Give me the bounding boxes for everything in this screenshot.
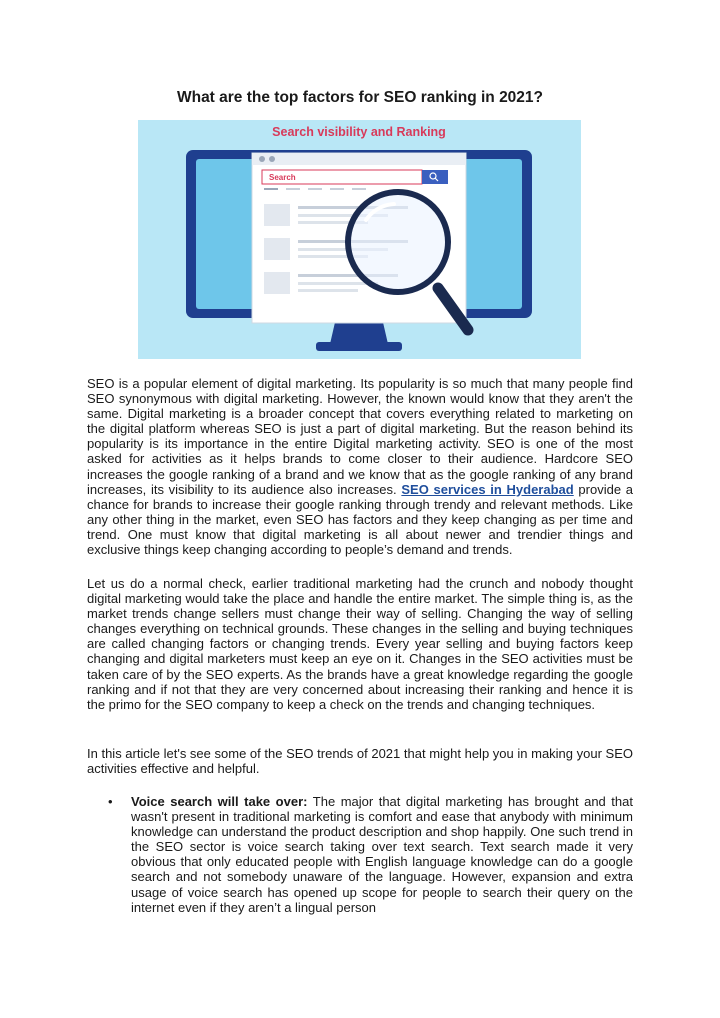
bullet-marker: • [108,794,113,809]
page-title: What are the top factors for SEO ranking in 2021? [176,89,544,106]
monitor-base [316,342,402,351]
seo-services-link[interactable]: SEO services in Hyderabad [401,481,574,497]
result-thumb [264,272,290,294]
bullet-heading: Voice search will take over: [131,794,308,809]
browser-dot-icon [259,156,265,162]
result-thumb [264,238,290,260]
bullet-body: The major that digital marketing has brought and that wasn't present in traditional marketing is comfort and ease that anybody with minimum knowledge can understand the product description and shop happily. One such trend in the SEO sector is voice search taking over text search. Text search made it very obvious that only educated people with English language knowledge can do a google search and not somebody unaware of the language. However, expansion and extra usage of voice search has opened up scope for people to search their query on the internet even if they aren’t a lingual person [131,794,633,915]
search-label: Search [269,173,296,182]
search-button [422,170,448,184]
hero-banner-text: Search visibility and Ranking [272,125,446,139]
intro-paragraph: SEO is a popular element of digital marketing. Its popularity is so much that many people find SEO synonymous with digital marketing. However, the known would know that they aren't the same. Digital marketing is a broader concept that covers everything related to marketing on the digital platform whereas SEO is just a part of digital marketing. But the reason behind its popularity is its importance in the entire Digital marketing activity. SEO is one of the most asked for activities as it helps brands to come closer to their audience. Hardcore SEO increases the google ranking of a brand and we know that as the google ranking of any brand increases, its visibility to its audience also increases. SEO services in Hyderabad provide a chance for brands to increase their google ranking through trendy and relevant methods. Like any other thing in the market, even SEO has factors and they keep changing as per time and trend. One must know that digital marketing is all about newer and trendier things and exclusive things keep changing according to people’s demand and trends. [87,376,633,558]
body-paragraph-3: In this article let's see some of the SEO trends of 2021 that might help you in making your SEO activities effective and helpful. [87,746,633,777]
hero-illustration [138,120,581,359]
body-paragraph-2: Let us do a normal check, earlier traditional marketing had the crunch and nobody thought digital marketing would take the place and handle the entire market. The simple thing is, as the market trends change sellers must change their way of selling. Changing the way of selling changes everything on technical grounds. These changes in the selling and buying techniques are called changing factors or changing trends. Every year selling and buying factors keep changing and digital marketers must keep an eye on it. Changes in the SEO activities must be taken care of by the SEO experts. As the brands have a great knowledge regarding the google ranking and if not that they are very concerned about increasing their ranking and hence it is the primo for the SEO company to keep a check on the trends and changing techniques. [87,576,633,712]
result-thumb [264,204,290,226]
browser-bar [252,153,466,165]
bullet-item-voice-search [131,794,633,915]
